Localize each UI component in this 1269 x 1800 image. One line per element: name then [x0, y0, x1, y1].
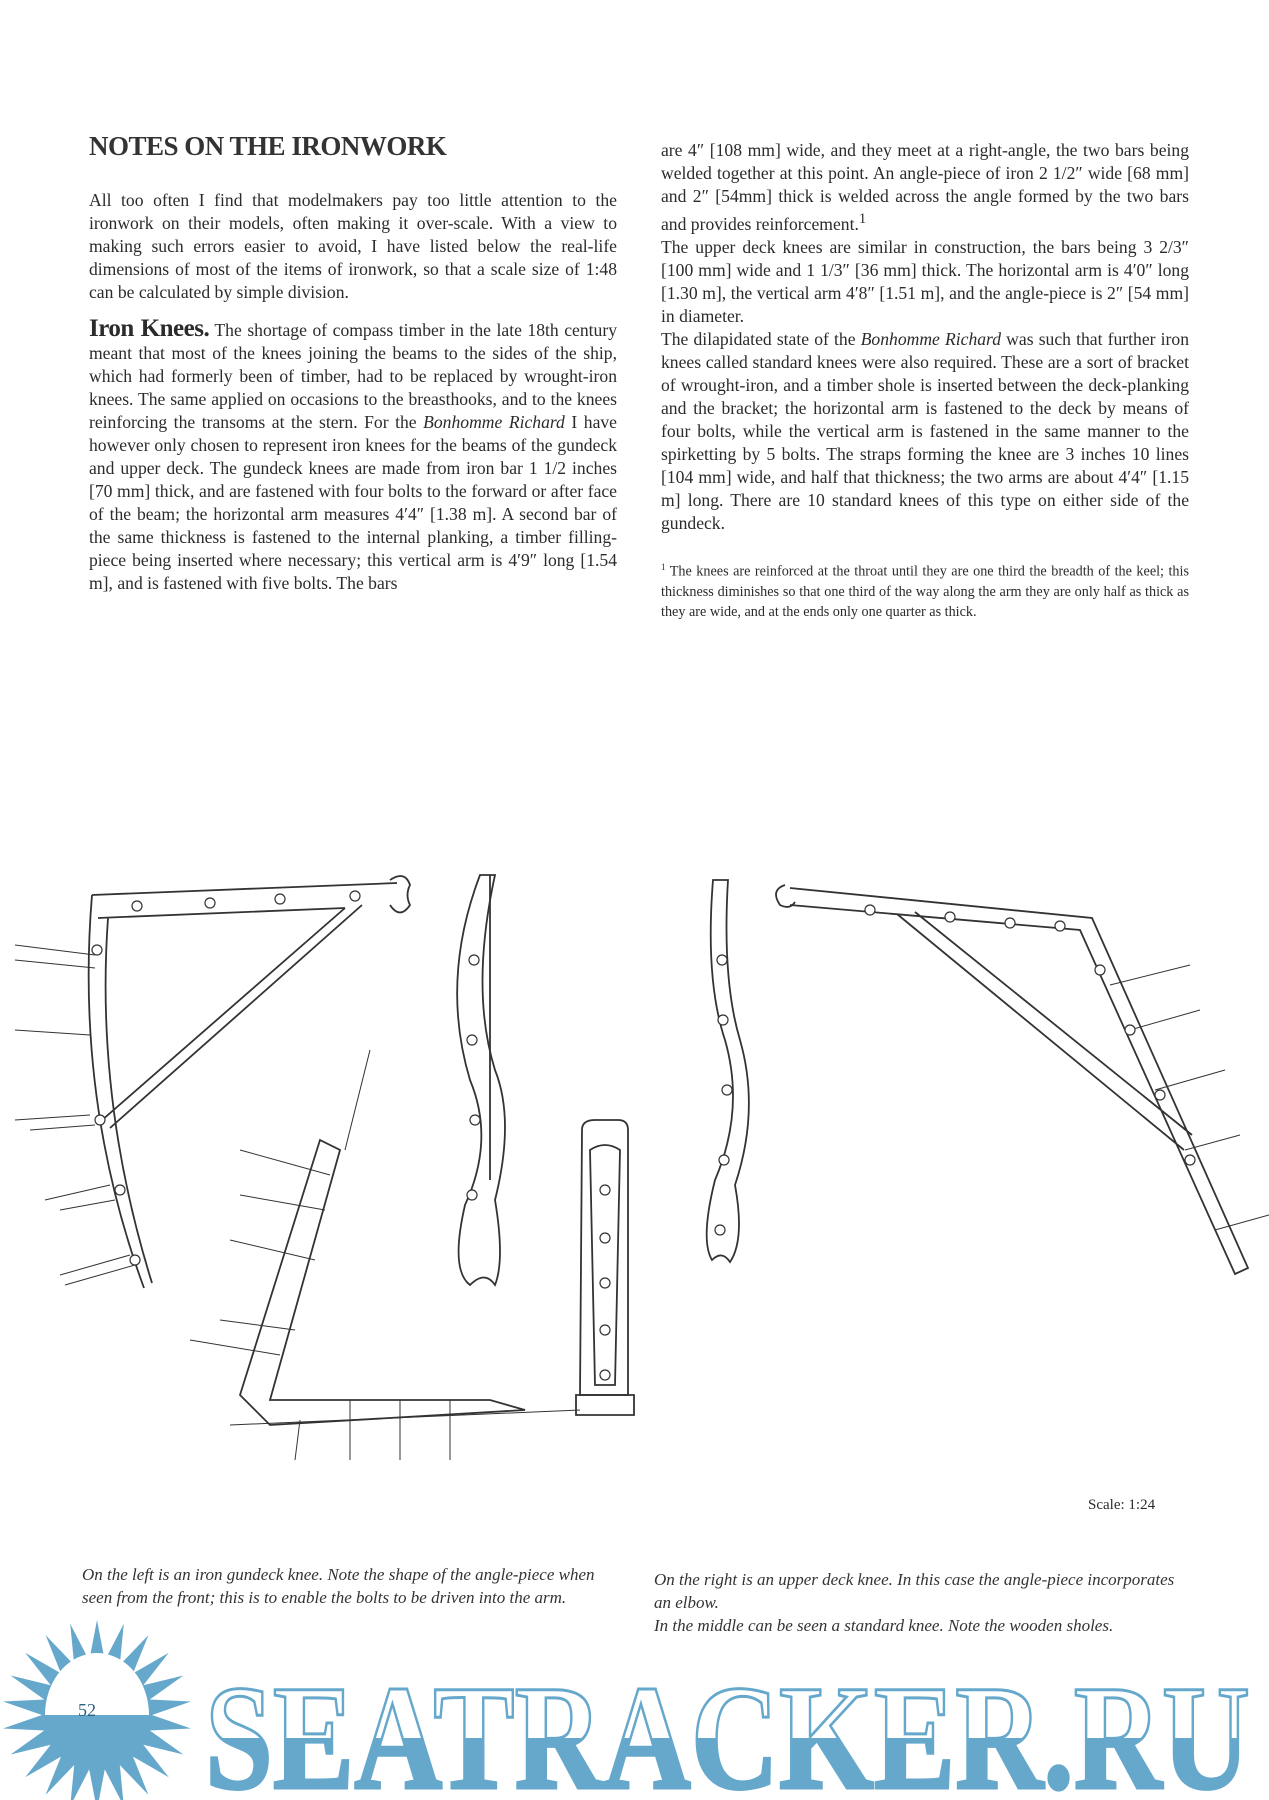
ship-name: Bonhomme Richard — [860, 328, 1002, 349]
iron-knees-drawing — [0, 860, 1269, 1480]
footnote-mark: 1 — [661, 561, 666, 572]
text-span: I have however only chosen to represent iron knees for the beams of the gundeck and upper deck. The gundeck knees are made from iron bar 1 1/2 inches [70 mm] thick, and are fastened with four bolts to the forward or after face of the beam; the horizontal arm measures 4′4″ [1.38 m]. A second bar of the same thickness is fastened to the internal planking, a timber filling-piece being inserted where necessary; this vertical arm is 4′9″ long [1.54 m], and is fastened with five bolts. The bars — [89, 412, 617, 593]
ship-name: Bonhomme Richard — [423, 412, 565, 432]
caption-right-line-2: In the middle can be seen a standard knee. Note the wooden sholes. — [654, 1616, 1114, 1635]
text-span: The shortage of compass timber in the late 18th century meant that most of the knees joining the beams to the sides of the ship, which had formerly been of timber, had to be replaced by wrought-iron knees. The same applied on occasions to the breasthooks, and to the knees reinforcing the transoms at the stern. For the — [89, 320, 617, 432]
caption-right-line-1: On the right is an upper deck knee. In this case the angle-piece incorporates an elbow. — [654, 1570, 1175, 1612]
section-heading-iron-knees: Iron Knees. — [89, 315, 210, 342]
text-span: The dilapidated state of the — [661, 328, 861, 349]
gundeck-knee-side-view — [15, 876, 410, 1288]
beam-hatching — [15, 945, 135, 1285]
page-number: 52 — [78, 1700, 96, 1720]
paragraph-upper-deck: The upper deck knees are similar in construction, the bars being 3 2/3″ [100 mm] wide and 1 1/3″ [36 mm] thick. The horizontal arm is 4′0″ long [1.30 m], the vertical arm 4′8″ [1.51 m], and the angle-piece is 2″ [54 mm] in diameter. — [661, 236, 1189, 326]
upper-deck-knee-side-view — [776, 885, 1269, 1274]
intro-paragraph: All too often I find that modelmakers pay too little attention to the ironwork on their models, often making it over-scale. With a view to making such errors easier to avoid, I have listed below the real-life dimensions of most of the items of ironwork, so that a scale size of 1:48 can be calculated by simple division. — [89, 190, 617, 302]
left-column — [89, 130, 617, 595]
gundeck-knee-front-view — [457, 875, 505, 1285]
standard-knee — [576, 1120, 634, 1415]
iron-knees-paragraph — [89, 317, 617, 595]
watermark-text: SEATRACKER.RU — [205, 1655, 1250, 1800]
right-column — [661, 139, 1189, 622]
paragraph-standard-knees — [661, 328, 1189, 535]
footnote — [661, 557, 1189, 622]
footnote-text: The knees are reinforced at the throat until they are one third the breadth of the keel; this thickness diminishes so that one third of the way along the arm they are only half as thick as they are wide, and at the ends only one quarter as thick. — [661, 563, 1189, 620]
text-span: are 4″ [108 mm] wide, and they meet at a right-angle, the two bars being welded together at this point. An angle-piece of iron 2 1/2″ wide [68 mm] and 2″ [54mm] thick is welded across the angle formed by the two bars and provides reinforcement. — [661, 140, 1189, 234]
page-title: NOTES ON THE IRONWORK — [89, 131, 447, 161]
upper-deck-knee-front-view — [707, 880, 749, 1262]
paragraph-gundeck-bars — [661, 139, 1189, 236]
sun-icon — [3, 1620, 191, 1800]
watermark-logo — [0, 1610, 1269, 1800]
footnote-ref[interactable]: 1 — [858, 211, 867, 227]
text-span: was such that further iron knees called standard knees were also required. These are a sort of bracket of wrought-iron, and a timber shole is inserted between the deck-planking and the bracket; the horizontal arm is fastened to the deck by means of four bolts, while the vertical arm is fastened in the same manner to the spirketting by 5 bolts. The straps forming the knee are 3 inches 10 lines [104 mm] wide, and half that thickness; the two arms are about 4′4″ [1.15 m] long. There are 10 standard knees of this type on either side of the gundeck. — [661, 328, 1189, 533]
gundeck-knee-angle-piece — [190, 1050, 580, 1460]
caption-left: On the left is an iron gundeck knee. Note the shape of the angle-piece when seen from the front; this is to enable the bolts to be driven into the arm. — [82, 1565, 595, 1607]
scale-label: Scale: 1:24 — [1088, 1497, 1156, 1513]
